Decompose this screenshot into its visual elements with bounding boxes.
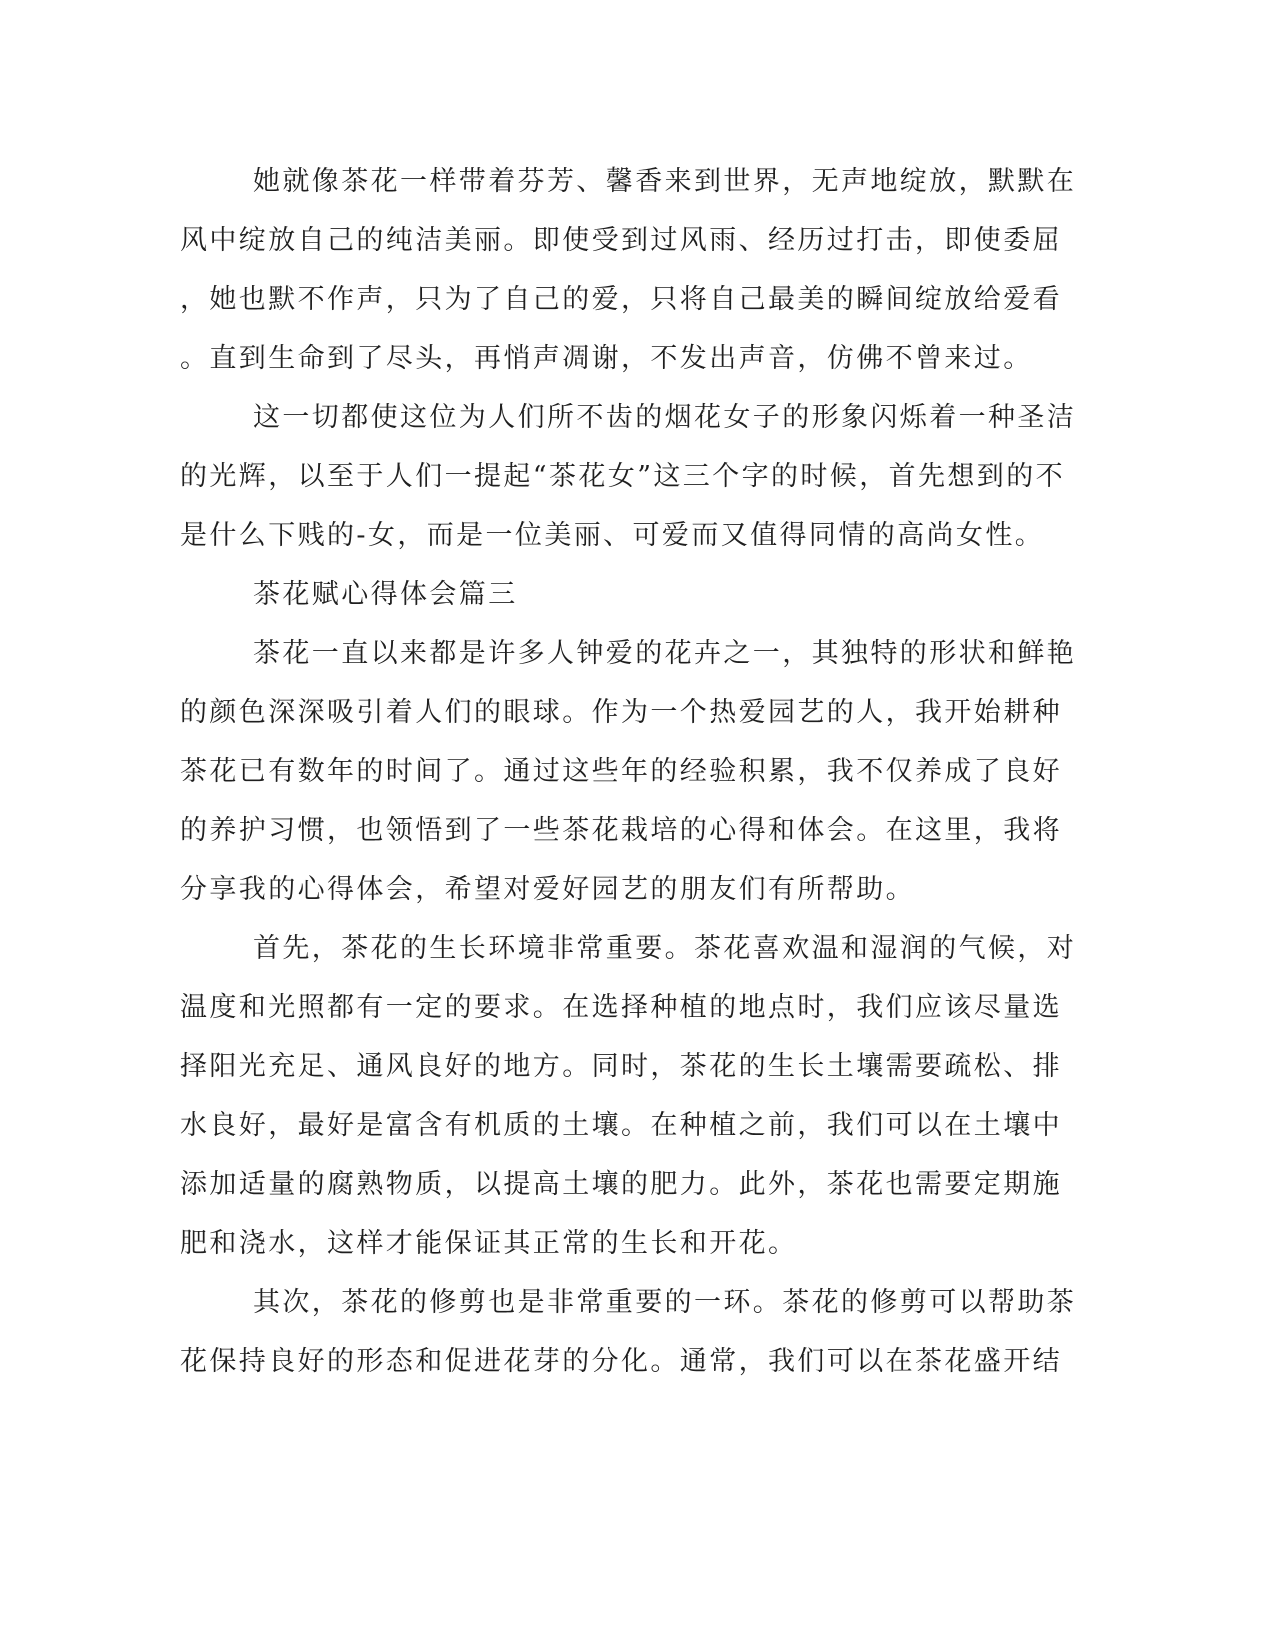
text-line: 风中绽放自己的纯洁美丽。即使受到过风雨、经历过打击，即使委屈 xyxy=(180,225,1062,256)
text-line: 她就像茶花一样带着芬芳、馨香来到世界，无声地绽放，默默在 xyxy=(253,166,1077,197)
text-line: 温度和光照都有一定的要求。在选择种植的地点时，我们应该尽量选 xyxy=(180,992,1062,1023)
text-line: 水良好，最好是富含有机质的土壤。在种植之前，我们可以在土壤中 xyxy=(180,1110,1062,1141)
text-line: 花保持良好的形态和促进花芽的分化。通常，我们可以在茶花盛开结 xyxy=(180,1346,1062,1377)
text-line: 分享我的心得体会，希望对爱好园艺的朋友们有所帮助。 xyxy=(180,874,915,905)
text-line: 的颜色深深吸引着人们的眼球。作为一个热爱园艺的人，我开始耕种 xyxy=(180,697,1062,728)
text-line: 茶花已有数年的时间了。通过这些年的经验积累，我不仅养成了良好 xyxy=(180,756,1062,787)
text-line: 的光辉，以至于人们一提起“茶花女”这三个字的时候，首先想到的不 xyxy=(180,461,1066,492)
text-line: 的养护习惯，也领悟到了一些茶花栽培的心得和体会。在这里，我将 xyxy=(180,815,1062,846)
text-line: 茶花一直以来都是许多人钟爱的花卉之一，其独特的形状和鲜艳 xyxy=(253,638,1077,669)
text-line: 肥和浇水，这样才能保证其正常的生长和开花。 xyxy=(180,1228,798,1259)
text-line: 择阳光充足、通风良好的地方。同时，茶花的生长土壤需要疏松、排 xyxy=(180,1051,1062,1082)
text-line: 。直到生命到了尽头，再悄声凋谢，不发出声音，仿佛不曾来过。 xyxy=(180,343,1033,374)
text-line: 首先，茶花的生长环境非常重要。茶花喜欢温和湿润的气候，对 xyxy=(253,933,1077,964)
text-line: ，她也默不作声，只为了自己的爱，只将自己最美的瞬间绽放给爱看 xyxy=(180,284,1062,315)
text-line: 是什么下贱的-女，而是一位美丽、可爱而又值得同情的高尚女性。 xyxy=(180,520,1045,551)
section-heading: 茶花赋心得体会篇三 xyxy=(253,579,518,610)
text-line: 添加适量的腐熟物质，以提高土壤的肥力。此外，茶花也需要定期施 xyxy=(180,1169,1062,1200)
text-line: 其次，茶花的修剪也是非常重要的一环。茶花的修剪可以帮助茶 xyxy=(253,1287,1077,1318)
text-line: 这一切都使这位为人们所不齿的烟花女子的形象闪烁着一种圣洁 xyxy=(253,402,1077,433)
